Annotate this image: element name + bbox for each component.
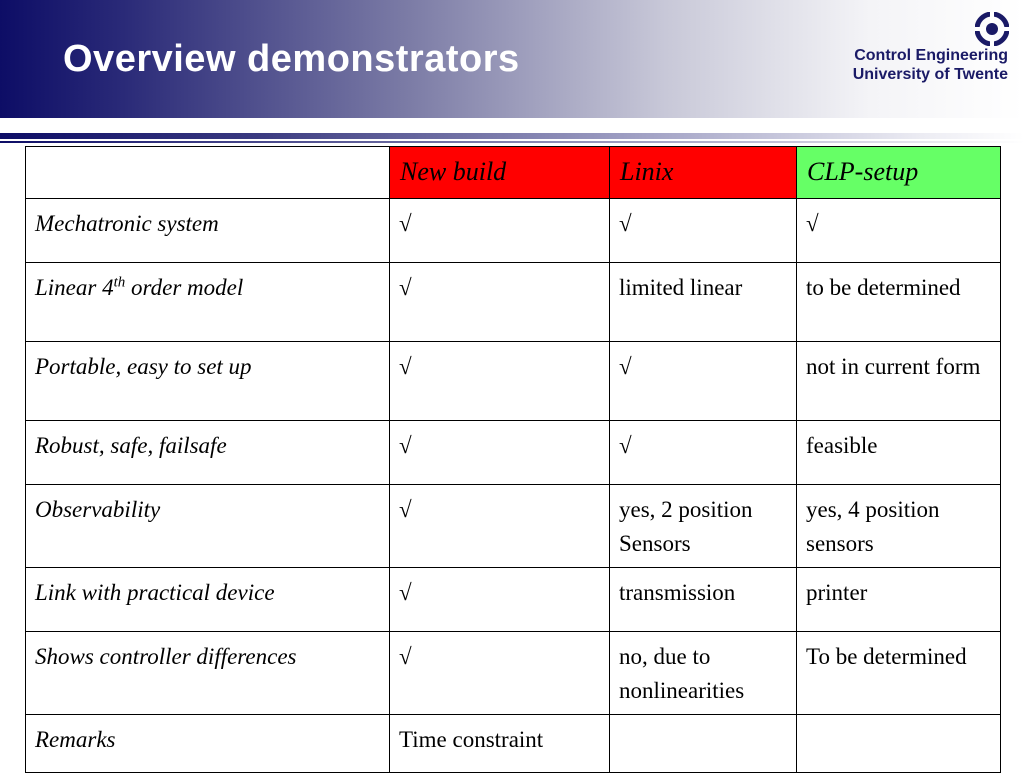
row-label-post: order model: [125, 275, 244, 300]
check-cell: √: [797, 199, 1001, 263]
table-row: [26, 632, 1001, 715]
row-label: Portable, easy to set up: [26, 342, 390, 421]
row-label: [26, 263, 390, 342]
header-new-build: New build: [390, 147, 610, 199]
overview-table: [25, 146, 1001, 773]
header-banner: [0, 0, 1024, 118]
table-row: [26, 715, 1001, 773]
linix-cell: no, due to nonlinearities: [610, 632, 797, 715]
clp-cell: To be determined: [797, 632, 1001, 715]
header-rule: [0, 133, 1024, 139]
linix-cell: limited linear: [610, 263, 797, 342]
header-linix: Linix: [610, 147, 797, 199]
linix-cell-rest: , 2 position Sensors: [619, 497, 753, 556]
clp-cell-yes: yes: [806, 497, 837, 522]
logo-line-2: University of Twente: [852, 66, 1008, 83]
page-title: Overview demonstrators: [63, 38, 520, 80]
check-cell: √: [390, 568, 610, 632]
row-label: Observability: [26, 485, 390, 568]
check-cell: √: [610, 342, 797, 421]
row-label: Shows controller differences: [26, 632, 390, 715]
table-row: [26, 199, 1001, 263]
clp-cell-rest: , 4 position sensors: [806, 497, 940, 556]
table-row: [26, 342, 1001, 421]
check-cell: √: [610, 199, 797, 263]
logo-line-1: Control Engineering: [854, 47, 1008, 64]
remarks-cell-linix: [610, 715, 797, 773]
linix-cell: [610, 485, 797, 568]
linix-cell-yes: yes: [619, 497, 650, 522]
row-label-pre: Linear 4: [35, 275, 114, 300]
university-logo-icon: [975, 12, 1009, 46]
row-label: Mechatronic system: [26, 199, 390, 263]
header-rule-thin: [0, 141, 1024, 143]
clp-cell: feasible: [797, 421, 1001, 485]
row-label: Link with practical device: [26, 568, 390, 632]
clp-cell: printer: [797, 568, 1001, 632]
check-cell: √: [390, 263, 610, 342]
row-label: Robust, safe, failsafe: [26, 421, 390, 485]
table-row: [26, 568, 1001, 632]
table-row: [26, 485, 1001, 568]
check-cell: √: [390, 421, 610, 485]
remarks-cell-clp: [797, 715, 1001, 773]
row-label-sup: th: [113, 274, 126, 291]
row-label: Remarks: [26, 715, 390, 773]
clp-cell: not in current form: [797, 342, 1001, 421]
logo-text: [853, 46, 1008, 84]
check-cell: √: [390, 342, 610, 421]
clp-cell: [797, 485, 1001, 568]
header-clp-setup: CLP-setup: [797, 147, 1001, 199]
clp-cell: to be determined: [797, 263, 1001, 342]
check-cell: √: [390, 485, 610, 568]
remarks-cell: Time constraint: [390, 715, 610, 773]
linix-cell: transmission: [610, 568, 797, 632]
check-cell: √: [390, 632, 610, 715]
table-row: [26, 421, 1001, 485]
check-cell: √: [390, 199, 610, 263]
table-header-row: [26, 147, 1001, 199]
check-cell: √: [610, 421, 797, 485]
table-row: [26, 263, 1001, 342]
header-cell-empty: [26, 147, 390, 199]
